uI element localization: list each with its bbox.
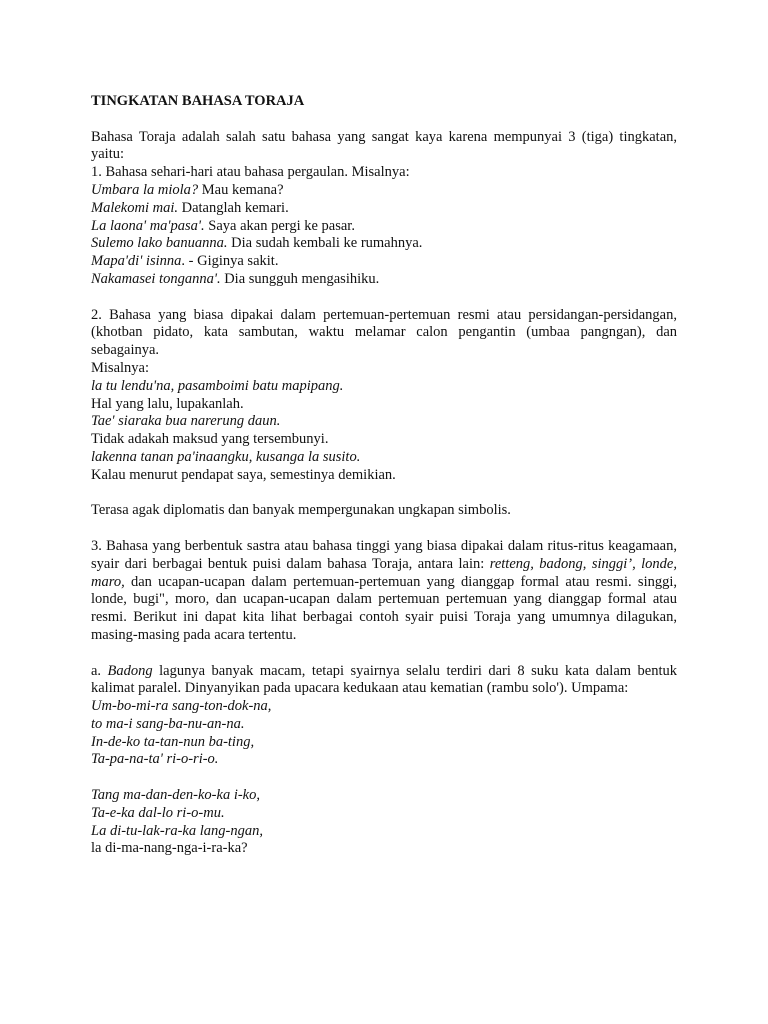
toraja-phrase: la tu lendu'na, pasamboimi batu mapipang. [91, 377, 344, 394]
poem-line: la di-ma-nang-nga-i-ra-ka? [91, 840, 248, 857]
toraja-phrase: Sulemo lako banuanna. [91, 235, 228, 252]
section-a-paragraph [91, 663, 677, 699]
section-a [91, 663, 677, 859]
poem-line: to ma-i sang-ba-nu-an-na. [91, 715, 245, 732]
translation: Mau kemana? [198, 181, 284, 198]
poem-line: La di-tu-lak-ra-ka lang-ngan, [91, 822, 263, 839]
poem-line: Ta-pa-na-ta' ri-o-ri-o. [91, 751, 219, 768]
section-2-paragraph: 2. Bahasa yang biasa dipakai dalam pertemuan-pertemuan resmi atau persidangan-persidangan, (khotban pidato, kata sambutan, waktu melamar calon pengantin (umbaa pangngan), dan sebagainya. [91, 306, 677, 359]
example-line [91, 235, 677, 253]
spacer [91, 769, 677, 787]
poem-line: In-de-ko ta-tan-nun ba-ting, [91, 733, 255, 750]
poem-line: Um-bo-mi-ra sang-ton-dok-na, [91, 698, 272, 715]
section-1-heading: 1. Bahasa sehari-hari atau bahasa pergaulan. Misalnya: [91, 164, 410, 181]
translation: Hal yang lalu, lupakanlah. [91, 395, 244, 412]
spacer [91, 520, 677, 538]
translation: Dia sungguh mengasihiku. [220, 270, 380, 287]
toraja-phrase: lakenna tanan pa'inaangku, kusanga la susito. [91, 448, 361, 465]
toraja-phrase: Nakamasei tonganna'. [91, 270, 221, 287]
section-2 [91, 307, 677, 485]
toraja-phrase: Umbara la miola? [91, 181, 199, 198]
example-line [91, 253, 677, 271]
section-1 [91, 164, 677, 289]
spacer [91, 289, 677, 307]
spacer [91, 485, 677, 503]
translation: Dia sudah kembali ke rumahnya. [227, 235, 423, 252]
section-3-text-start: 3. Bahasa yang berbentuk sastra atau bahasa tinggi yang biasa dipakai dalam ritus-ritus keagamaan, syair dari berbagai bentuk puisi dalam bahasa Toraja, antara lain: [91, 537, 677, 572]
example-line [91, 218, 677, 236]
example-line [91, 271, 677, 289]
toraja-phrase: Mapa'di' isinna [91, 253, 182, 270]
document-page [91, 93, 677, 858]
toraja-phrase: Malekomi mai. [91, 199, 178, 216]
toraja-phrase: Tae' siaraka bua narerung daun. [91, 413, 281, 430]
translation: Datanglah kemari. [177, 199, 289, 216]
toraja-phrase: La laona' ma'pasa'. [91, 217, 205, 234]
example-line [91, 200, 677, 218]
spacer [91, 645, 677, 663]
document-title: TINGKATAN BAHASA TORAJA [91, 93, 305, 109]
example-line [91, 182, 677, 200]
section-3-paragraph [91, 538, 677, 645]
poem-line: Ta-e-ka dal-lo ri-o-mu. [91, 804, 225, 821]
poem-line: Tang ma-dan-den-ko-ka i-ko, [91, 787, 260, 804]
section-a-text: lagunya banyak macam, tetapi syairnya selalu terdiri dari 8 suku kata dalam bentuk kalimat paralel. Dinyanyikan pada upacara kedukaan atau kematian (rambu solo'). Umpama: [91, 662, 677, 697]
section-3-text-end: dan ucapan-ucapan dalam pertemuan-pertemuan yang dianggap formal atau resmi. singgi, londe, bugi", moro, dan ucapan-ucapan dalam pertemuan pertemuan yang dianggap formal atau resmi. Berikut ini dapat kita lihat berbagai contoh syair puisi Toraja yang umumnya dilagukan, masing-masing pada acara tertentu. [91, 573, 677, 643]
translation: Saya akan pergi ke pasar. [204, 217, 355, 234]
translation: Kalau menurut pendapat saya, semestinya demikian. [91, 466, 396, 483]
misalnya-label: Misalnya: [91, 359, 149, 376]
section-a-prefix: a. [91, 662, 108, 679]
intro-paragraph: Bahasa Toraja adalah salah satu bahasa yang sangat kaya karena mempunyai 3 (tiga) tingkatan, yaitu: [91, 128, 677, 163]
badong-term: Badong [107, 662, 153, 679]
section-2-note: Terasa agak diplomatis dan banyak mempergunakan ungkapan simbolis. [91, 502, 511, 519]
poetry-forms: retteng, badong, singgi’, londe, maro, [91, 555, 677, 590]
translation: . - Giginya sakit. [181, 253, 279, 270]
translation: Tidak adakah maksud yang tersembunyi. [91, 431, 329, 448]
